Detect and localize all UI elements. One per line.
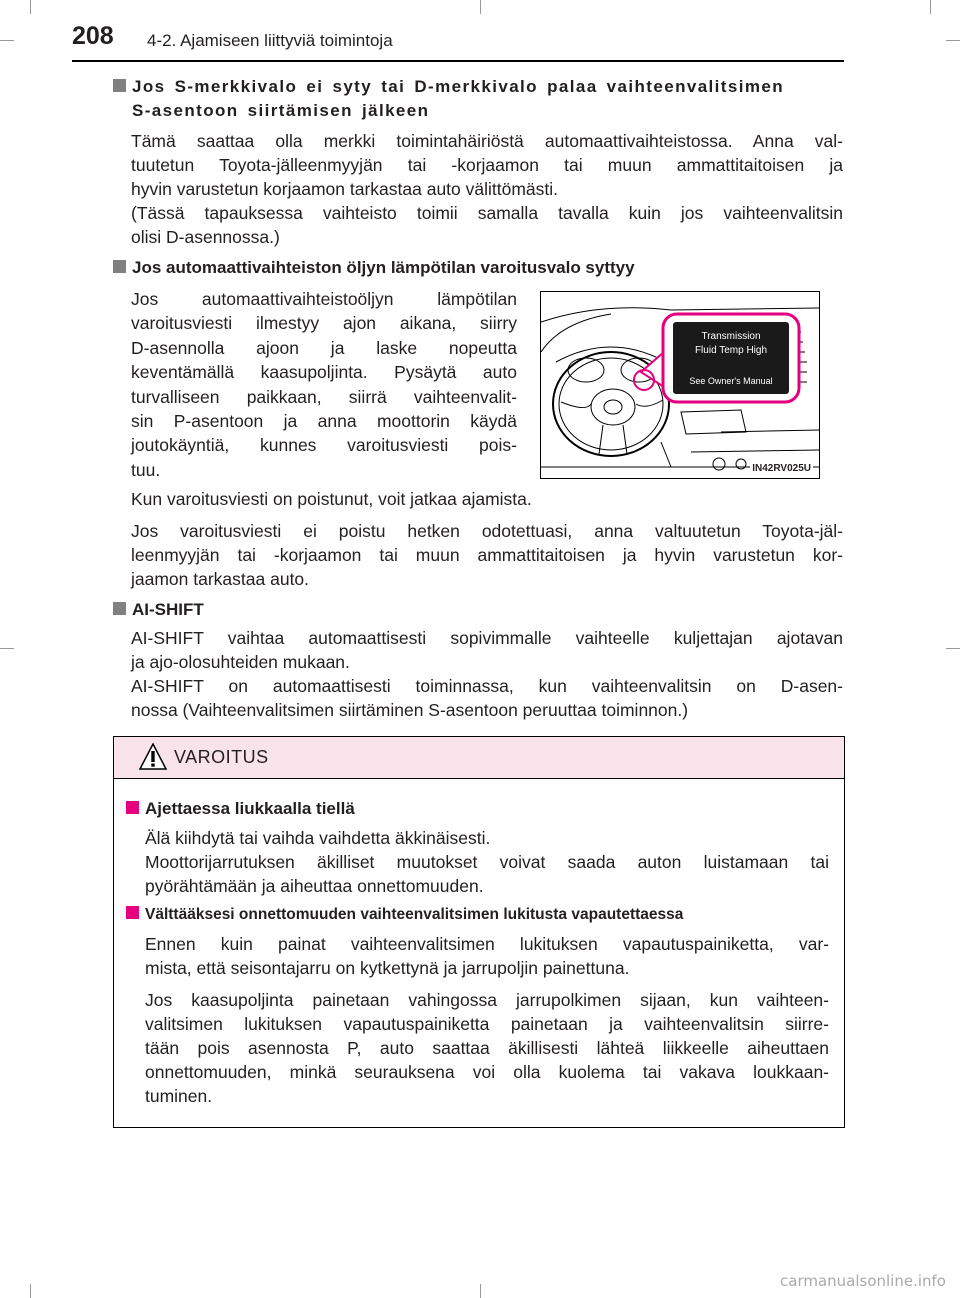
warning-box: [113, 736, 845, 1128]
square-bullet-icon: [126, 906, 139, 919]
section-title-line: S-asentoon siirtämisen jälkeen: [132, 101, 430, 120]
body-line: jaamon tarkastaa auto.: [131, 569, 310, 589]
after-text-2: [131, 519, 843, 591]
body-line: Kun varoitusviesti on poistunut, voit jatkaa ajamista.: [131, 489, 532, 509]
body-line: nossa (Vaihteenvalitsimen siirtäminen S-asentoon peruuttaa toiminnon.): [131, 700, 689, 720]
body-line: Jos kaasupoljinta painetaan vahingossa jarrupolkimen sijaan, kun vaihteen-: [145, 990, 829, 1010]
dashboard-illustration: [541, 292, 819, 478]
warning-item-title-text: Ajettaessa liukkaalla tiellä: [145, 799, 355, 818]
section-title: [113, 256, 843, 280]
section-s-indicator: [113, 75, 843, 123]
warning-item-1: [126, 797, 834, 821]
display-line-2: Fluid Temp High: [694, 345, 768, 356]
body-line: pyörähtämään ja aiheuttaa onnettomuuden.: [145, 876, 484, 896]
section-title-line: Jos S-merkkivalo ei syty tai D-merkkivalo palaa vaihteenvalitsimen: [132, 77, 784, 96]
after-text-1: [131, 487, 843, 511]
warning-item-title: [126, 797, 834, 821]
body-line: Jos automaattivaihteistoöljyn lämpötilan: [131, 289, 517, 309]
body-line: tuutetun Toyota-jälleenmyyjän tai -korjaamon tai muun ammattitaitoisen ja: [131, 155, 843, 175]
body-line: Ennen kuin painat vaihteenvalitsimen lukituksen vapautuspainiketta, var-: [145, 934, 829, 954]
body-line: tään pois asennosta P, auto saattaa äkillisesti lähteä liikkeelle aiheuttaen: [145, 1038, 829, 1058]
section-body: [131, 626, 843, 722]
square-bullet-icon: [113, 79, 126, 92]
body-line: hyvin varustetun korjaamon tarkastaa auto välittömästi.: [131, 179, 559, 199]
watermark: carmanualsonline.info: [780, 1272, 946, 1290]
warning-header: [114, 737, 844, 779]
body-line: sin P-asentoon ja anna moottorin käydä: [131, 411, 517, 432]
warning-item-2: [126, 903, 838, 927]
header-rule: [72, 60, 844, 62]
warning-triangle-icon: [139, 743, 167, 770]
body-line: valitsimen lukituksen vapautuspainiketta painetaan ja vaihteenvalitsin siirre-: [145, 1014, 829, 1034]
crop-mark: [480, 1284, 481, 1298]
section-body: [131, 129, 843, 249]
display-line-3: See Owner's Manual: [689, 376, 773, 386]
section-title: [113, 75, 843, 99]
dashboard-figure: [540, 291, 820, 479]
square-bullet-icon: [126, 801, 139, 814]
section-title-text: AI-SHIFT: [132, 600, 204, 619]
section-title-text: Jos automaattivaihteiston öljyn lämpötilan varoitusvalo syttyy: [132, 258, 635, 277]
chapter-title: 4-2. Ajamiseen liittyviä toimintoja: [147, 31, 393, 50]
page-header: [0, 0, 960, 60]
body-line: Jos varoitusviesti ei poistu hetken odotettuasi, anna valtuutetun Toyota-jäl-: [131, 521, 843, 541]
body-line: tuminen.: [145, 1086, 213, 1106]
body-line: varoitusviesti ilmestyy ajon aikana, siirry: [131, 313, 517, 334]
display-line-1: Transmission: [701, 331, 761, 342]
square-bullet-icon: [113, 602, 126, 615]
body-line: Älä kiihdytä tai vaihda vaihdetta äkkinäisesti.: [145, 828, 491, 848]
body-line: turvalliseen paikkaan, siirrä vaihteenvalit-: [131, 386, 517, 407]
warning-item-1-body: [145, 826, 829, 898]
body-line: AI-SHIFT vaihtaa automaattisesti sopivimmalle vaihteelle kuljettajan ajotavan: [131, 628, 843, 648]
page-number: 208: [72, 22, 114, 50]
body-line: Tämä saattaa olla merkki toimintahäiriöstä automaattivaihteistossa. Anna val-: [131, 131, 843, 151]
figure-code: IN42RV025U: [752, 463, 811, 474]
warning-title: VAROITUS: [174, 747, 269, 767]
warning-item-title-text: Välttääksesi onnettomuuden vaihteenvalitsimen lukitusta vapautettaessa: [145, 906, 684, 923]
section-fluid-temp: [113, 256, 843, 280]
body-line: olisi D-asennossa.): [131, 227, 280, 247]
body-line: onnettomuuden, minkä seurauksena voi olla kuolema tai vakava loukkaan-: [145, 1062, 829, 1082]
warning-item-2-body-1: [145, 932, 829, 980]
crop-mark: [0, 648, 14, 649]
body-line: AI-SHIFT on automaattisesti toiminnassa, kun vaihteenvalitsin on D-asen-: [131, 676, 843, 696]
body-line: mista, että seisontajarru on kytkettynä ja jarrupoljin painettuna.: [145, 958, 630, 978]
crop-mark: [30, 1284, 31, 1298]
body-line: D-asennolla ajoon ja laske nopeutta: [131, 337, 517, 358]
body-line: Moottorijarrutuksen äkilliset muutokset voivat saada auton luistamaan tai: [145, 852, 829, 872]
section-ai-shift: [113, 598, 843, 622]
warning-item-title: [126, 903, 838, 927]
body-line: joutokäyntiä, kunnes varoitusviesti pois-: [131, 435, 517, 456]
body-line: tuu.: [131, 459, 161, 480]
section-title: [113, 598, 843, 622]
crop-mark: [946, 648, 960, 649]
body-line: leenmyyjän tai -korjaamon tai muun ammattitaitoisen ja hyvin varustetun kor-: [131, 545, 843, 565]
body-line: ja ajo-olosuhteiden mukaan.: [131, 652, 350, 672]
side-text: [131, 287, 517, 482]
body-line: keventämällä kaasupoljinta. Pysäytä auto: [131, 362, 517, 383]
warning-item-2-body-2: [145, 988, 829, 1108]
body-line: (Tässä tapauksessa vaihteisto toimii samalla tavalla kuin jos vaihteenvalitsin: [131, 203, 843, 223]
square-bullet-icon: [113, 260, 126, 273]
